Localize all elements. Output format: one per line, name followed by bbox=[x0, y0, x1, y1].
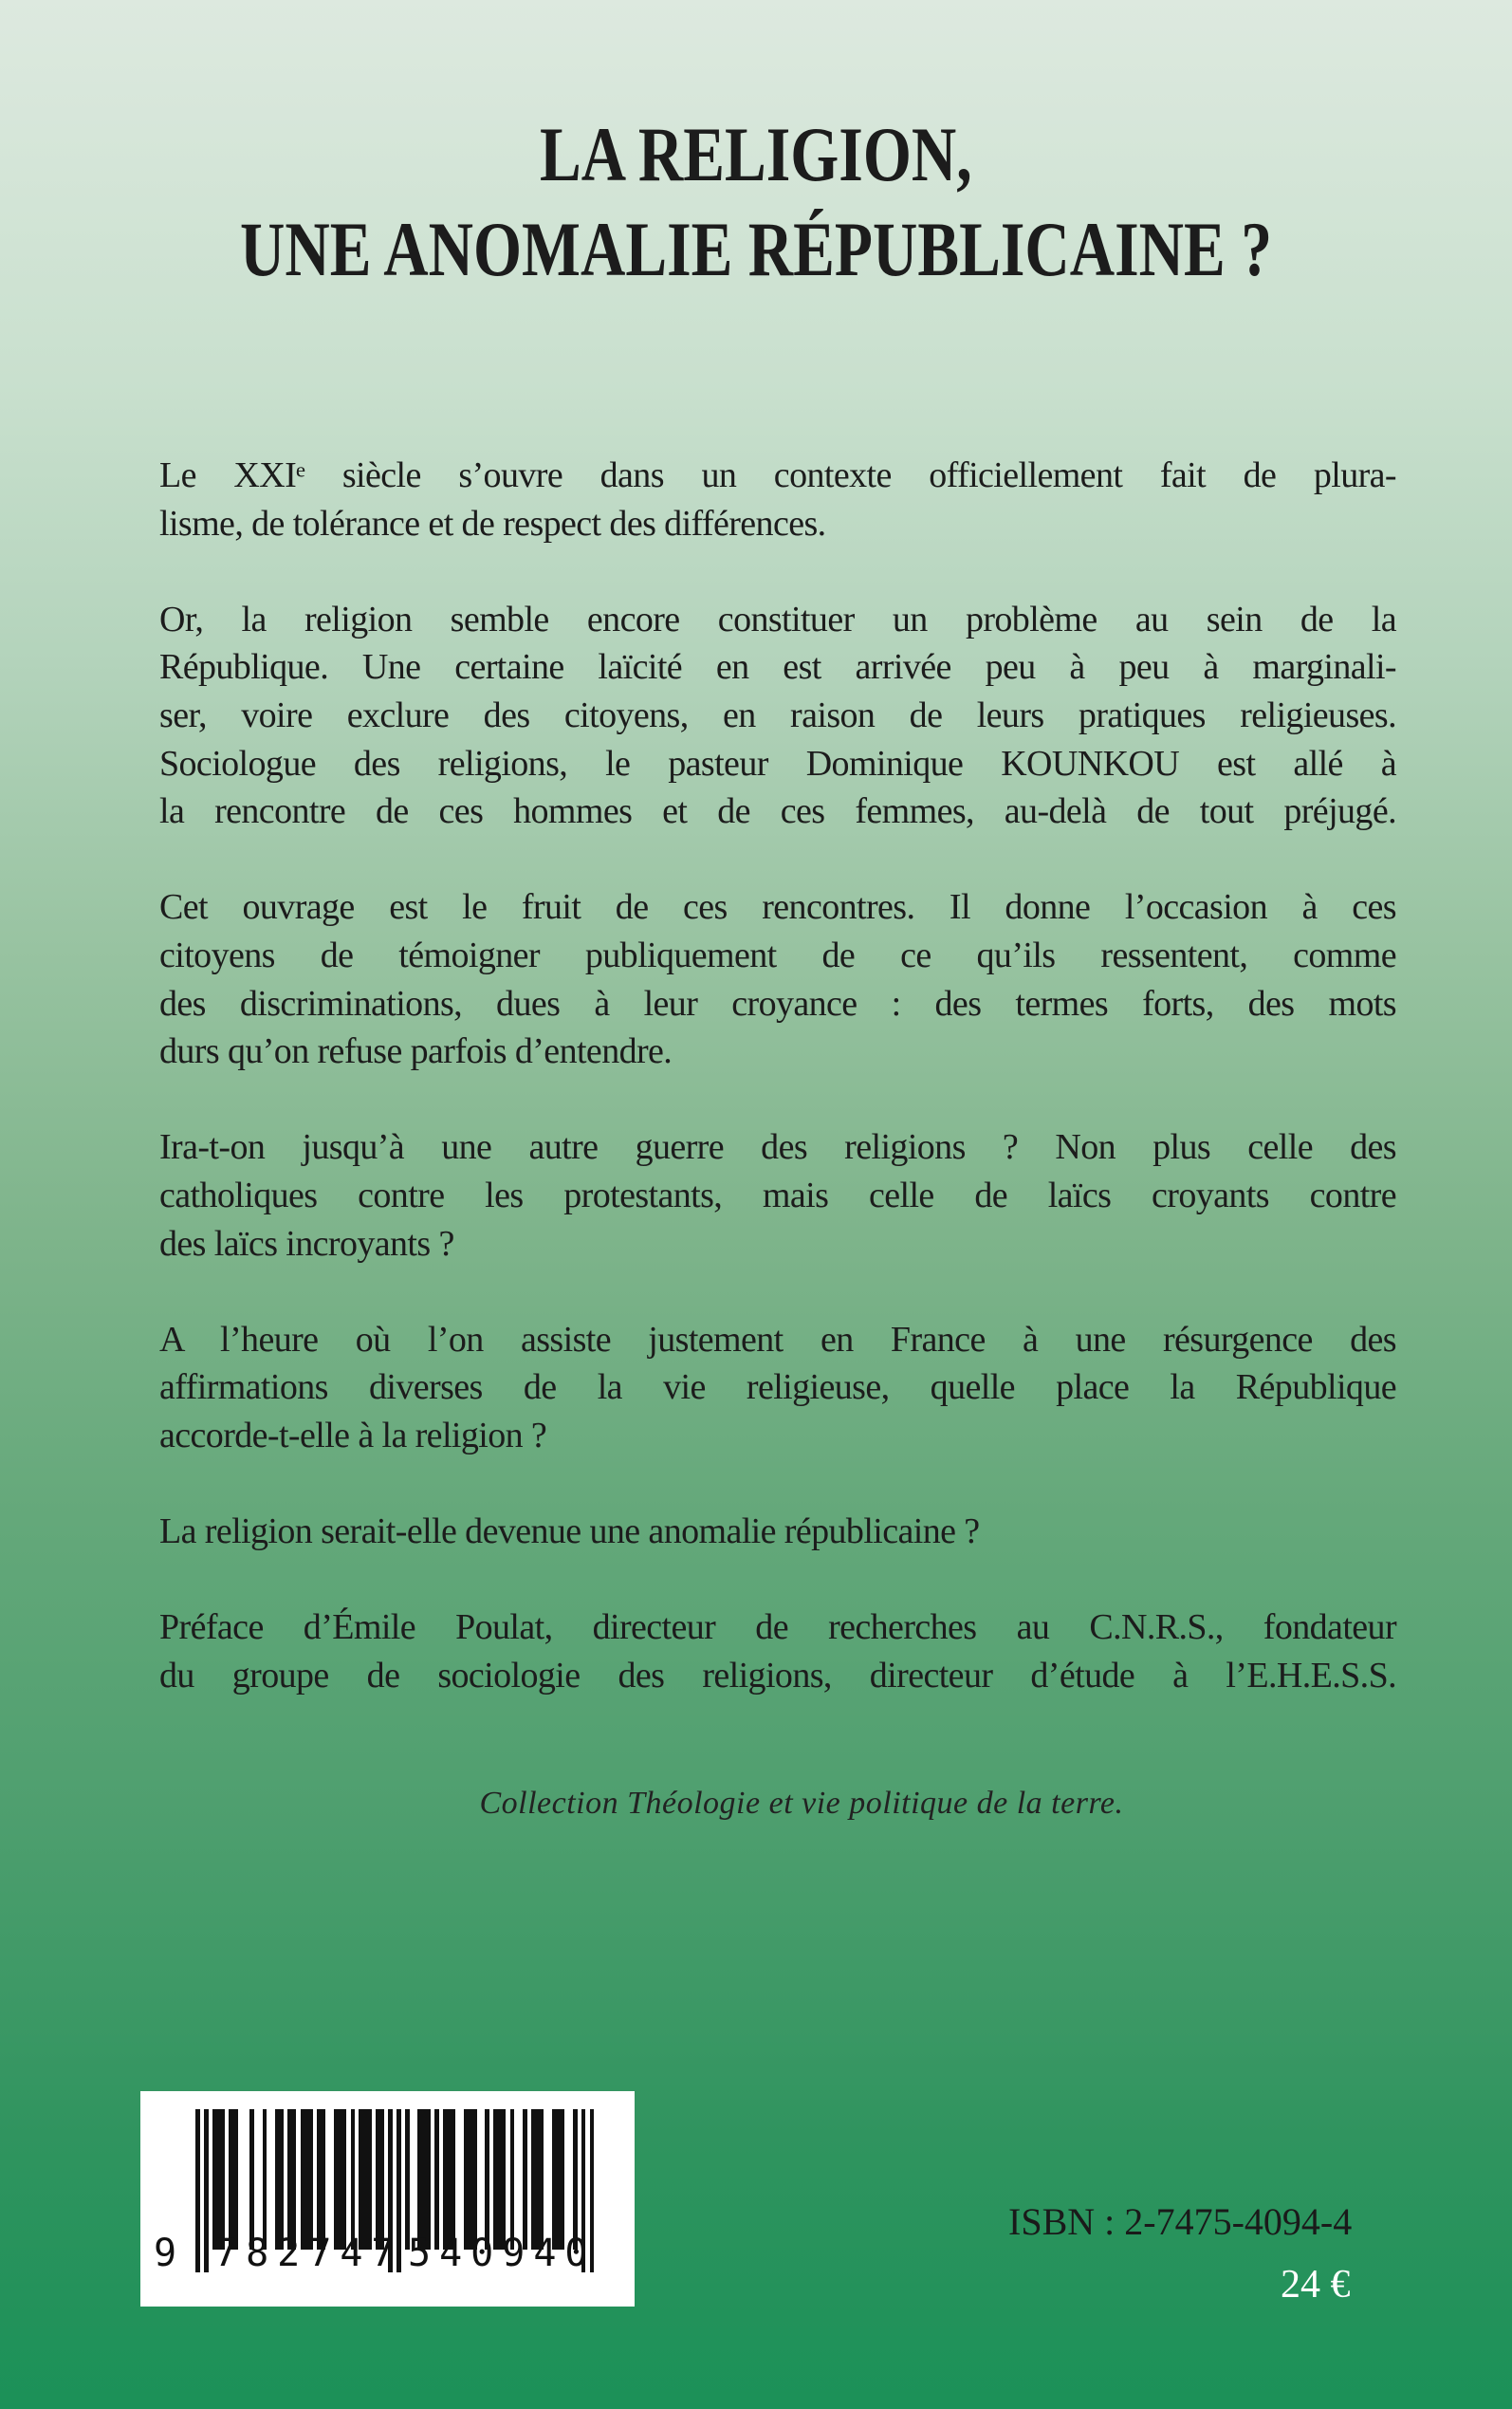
barcode-bar bbox=[434, 2109, 439, 2250]
barcode-digits-left: 782747 bbox=[214, 2232, 403, 2275]
preface-line: du groupe de sociologie des religions, directeur d’étude à l’E.H.E.S.S. bbox=[159, 1655, 1396, 1696]
barcode-bar bbox=[561, 2109, 565, 2250]
blurb-line: La religion serait-elle devenue une anomalie républicaine ? bbox=[159, 1511, 980, 1552]
blurb-line: Ira-t-on jusqu’à une autre guerre des religions ? Non plus celle des bbox=[159, 1127, 1396, 1168]
barcode-bar bbox=[523, 2109, 527, 2250]
barcode-bar bbox=[292, 2109, 297, 2250]
blurb-line: Le XXIᵉ siècle s’ouvre dans un contexte officiellement fait de plura- bbox=[159, 455, 1396, 495]
blurb-line: affirmations diverses de la vie religieuse, quelle place la République bbox=[159, 1367, 1396, 1408]
isbn: ISBN : 2-7475-4094-4 bbox=[1008, 2200, 1353, 2243]
barcode-bar bbox=[351, 2109, 356, 2250]
blurb-line: des laïcs incroyants ? bbox=[159, 1223, 454, 1264]
barcode-digit-prefix: 9 bbox=[154, 2232, 186, 2275]
barcode-bar bbox=[195, 2109, 200, 2272]
blurb-line: catholiques contre les protestants, mais celle de laïcs croyants contre bbox=[159, 1175, 1396, 1215]
blurb-line: Cet ouvrage est le fruit de ces rencontres. Il donne l’occasion à ces bbox=[159, 887, 1396, 928]
barcode-bar bbox=[233, 2109, 238, 2250]
price: 24 € bbox=[1281, 2263, 1351, 2307]
blurb-line: citoyens de témoigner publiquement de ce qu’ils ressentent, comme bbox=[159, 935, 1396, 975]
barcode-digits-right: 540940 bbox=[408, 2232, 597, 2275]
blurb-line: A l’heure où l’on assiste justement en France à une résurgence des bbox=[159, 1319, 1396, 1360]
barcode-bar bbox=[485, 2109, 489, 2250]
barcode-bar bbox=[405, 2109, 410, 2250]
barcode-bar bbox=[249, 2109, 254, 2250]
barcode-bar bbox=[204, 2109, 209, 2272]
title-text: LA RELIGION, bbox=[540, 111, 972, 197]
blurb-line: la rencontre de ces hommes et de ces femmes, au-delà de tout préjugé. bbox=[159, 791, 1396, 832]
book-title-line-2 bbox=[0, 206, 1512, 292]
barcode-bar bbox=[263, 2109, 267, 2250]
title-text: UNE ANOMALIE RÉPUBLICAINE ? bbox=[239, 206, 1272, 292]
blurb-line: lisme, de tolérance et de respect des différences. bbox=[159, 503, 826, 544]
blurb-line: Sociologue des religions, le pasteur Dominique KOUNKOU est allé à bbox=[159, 743, 1396, 784]
barcode-bar bbox=[573, 2109, 578, 2250]
barcode-bar bbox=[322, 2109, 326, 2250]
barcode-bar bbox=[380, 2109, 385, 2250]
blurb-line: ser, voire exclure des citoyens, en raison de leurs pratiques religieuses. bbox=[159, 695, 1396, 735]
blurb bbox=[159, 452, 1396, 1699]
barcode-bar bbox=[308, 2109, 313, 2250]
barcode bbox=[140, 2091, 635, 2307]
barcode-bar bbox=[540, 2109, 544, 2250]
barcode-bar bbox=[502, 2109, 507, 2250]
barcode-bar bbox=[221, 2109, 226, 2250]
blurb-line: durs qu’on refuse parfois d’entendre. bbox=[159, 1031, 673, 1072]
blurb-line: République. Une certaine laïcité en est arrivée peu à peu à marginali- bbox=[159, 647, 1396, 688]
barcode-bar bbox=[342, 2109, 347, 2250]
preface-line: Préface d’Émile Poulat, directeur de recherches au C.N.R.S., fondateur bbox=[159, 1607, 1396, 1648]
blurb-line: accorde-t-elle à la religion ? bbox=[159, 1415, 547, 1455]
barcode-bar bbox=[279, 2109, 284, 2250]
barcode-bar bbox=[426, 2109, 431, 2250]
collection-name: Collection Théologie et vie politique de la terre. bbox=[479, 1786, 1124, 1821]
barcode-bar bbox=[452, 2109, 456, 2250]
blurb-line: des discriminations, dues à leur croyance : des termes forts, des mots bbox=[159, 983, 1396, 1024]
barcode-bar bbox=[472, 2109, 477, 2250]
blurb-line: Or, la religion semble encore constituer un problème au sein de la bbox=[159, 599, 1396, 639]
barcode-bar bbox=[510, 2109, 515, 2250]
book-title-line-1 bbox=[0, 111, 1512, 197]
barcode-bar bbox=[367, 2109, 372, 2250]
